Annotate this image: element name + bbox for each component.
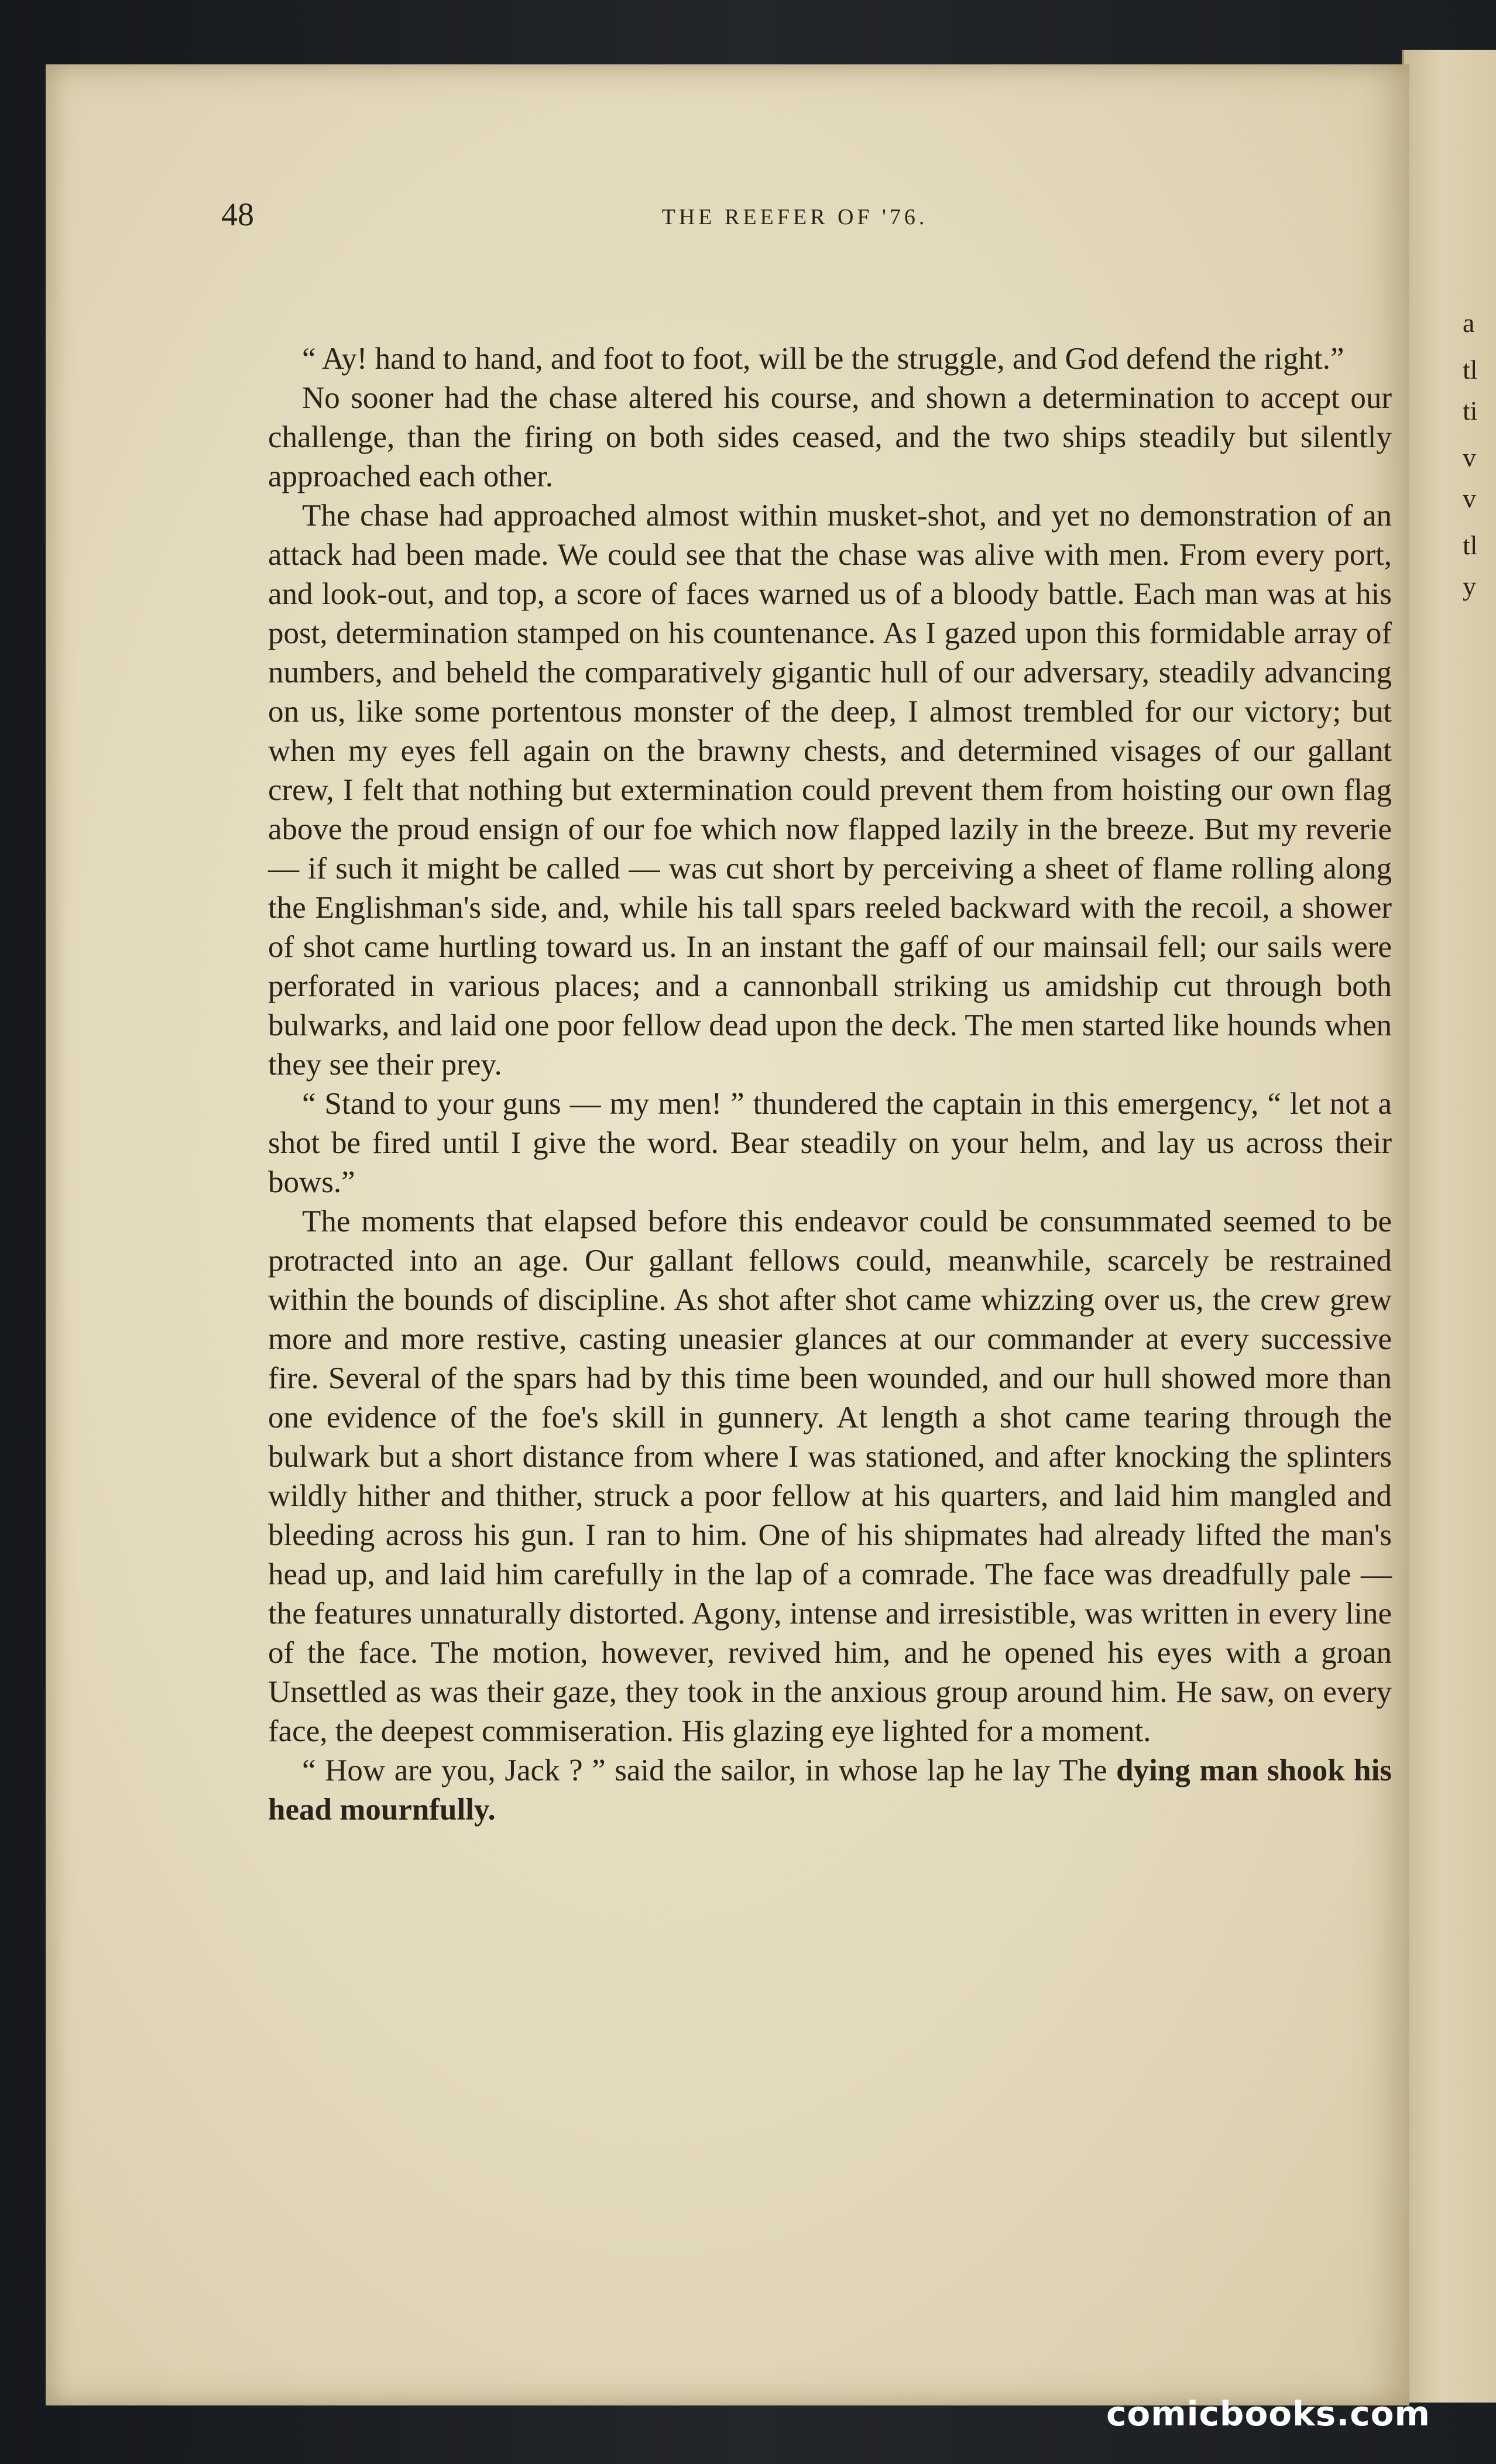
next-page-fragment: a [1463, 308, 1475, 338]
next-page-fragment: v [1463, 442, 1476, 472]
paragraph: “ Ay! hand to hand, and foot to foot, will be the struggle, and God defend the right.” [302, 342, 1344, 376]
next-page-edge [1402, 50, 1496, 2403]
paragraph: “ Stand to your guns — my men! ” thundered the captain in this emergency, “ let not a shot be fired until I give the word. Bear steadily on your helm, and lay us across their bows.” [268, 1087, 1392, 1199]
next-page-fragment: tl [1463, 530, 1478, 560]
book-page [46, 64, 1409, 2405]
paragraph: No sooner had the chase altered his course, and shown a determination to accept our challenge, than the firing on both sides ceased, and the two ships steadily but silently approached each other. [268, 381, 1392, 493]
watermark-logo: comicbooks.com [1106, 2394, 1430, 2434]
body-text [268, 339, 1392, 1830]
paragraph: The chase had approached almost within musket-shot, and yet no demonstration of an attack had been made. We could see that the chase was alive with men. From every port, and look-out, and top, a score of faces warned us of a bloody battle. Each man was at his post, determination stamped on his countenance. As I gazed upon this formidable array of numbers, and beheld the comparatively gigantic hull of our adversary, steadily advancing on us, like some portentous monster of the deep, I almost trembled for our victory; but when my eyes fell again on the brawny chests, and determined visages of our gallant crew, I felt that nothing but extermination could prevent them from hoisting our own flag above the proud ensign of our foe which now flapped lazily in the breeze. But my reverie — if such it might be called — was cut short by perceiving a sheet of flame rolling along the Englishman's side, and, while his tall spars reeled backward with the recoil, a shower of shot came hurtling toward us. In an instant the gaff of our mainsail fell; our sails were perforated in various places; and a cannonball striking us amidship cut through both bulwarks, and laid one poor fellow dead upon the deck. The men started like hounds when they see their prey. [268, 499, 1392, 1082]
next-page-fragment: v [1463, 483, 1476, 513]
next-page-fragment: tl [1463, 355, 1478, 385]
paragraph-last-bold: dying man shook his head mournfully. [268, 1753, 1392, 1827]
paragraph-last [268, 1751, 1392, 1830]
next-page-fragment: y [1463, 571, 1476, 601]
paragraph: The moments that elapsed before this endeavor could be consummated seemed to be protracted into an age. Our gallant fellows could, meanwhile, scarcely be restrained within the bounds of discipline. As shot after shot came whizzing over us, the crew grew more and more restive, casting uneasier glances at our commander at every successive fire. Several of the spars had by this time been wounded, and our hull showed more than one evidence of the foe's skill in gunnery. At length a shot came tearing through the bulwark but a short distance from where I was stationed, and after knocking the splinters wildly hither and thither, struck a poor fellow at his quarters, and laid him mangled and bleeding across his gun. I ran to him. One of his shipmates had already lifted the man's head up, and laid him carefully in the lap of a comrade. The face was dreadfully pale — the features unnaturally distorted. Agony, intense and irresistible, was written in every line of the face. The motion, however, revived him, and he opened his eyes with a groan Unsettled as was their gaze, they took in the anxious group around him. He saw, on every face, the deepest commiseration. His glazing eye lighted for a moment. [268, 1204, 1392, 1748]
page-number: 48 [221, 197, 254, 233]
next-page-fragment: ti [1463, 396, 1478, 425]
page-header [221, 196, 1368, 243]
running-head: THE REEFER OF '76. [661, 205, 928, 229]
paragraph-last-text: “ How are you, Jack ? ” said the sailor, in whose lap he lay The [302, 1753, 1107, 1787]
